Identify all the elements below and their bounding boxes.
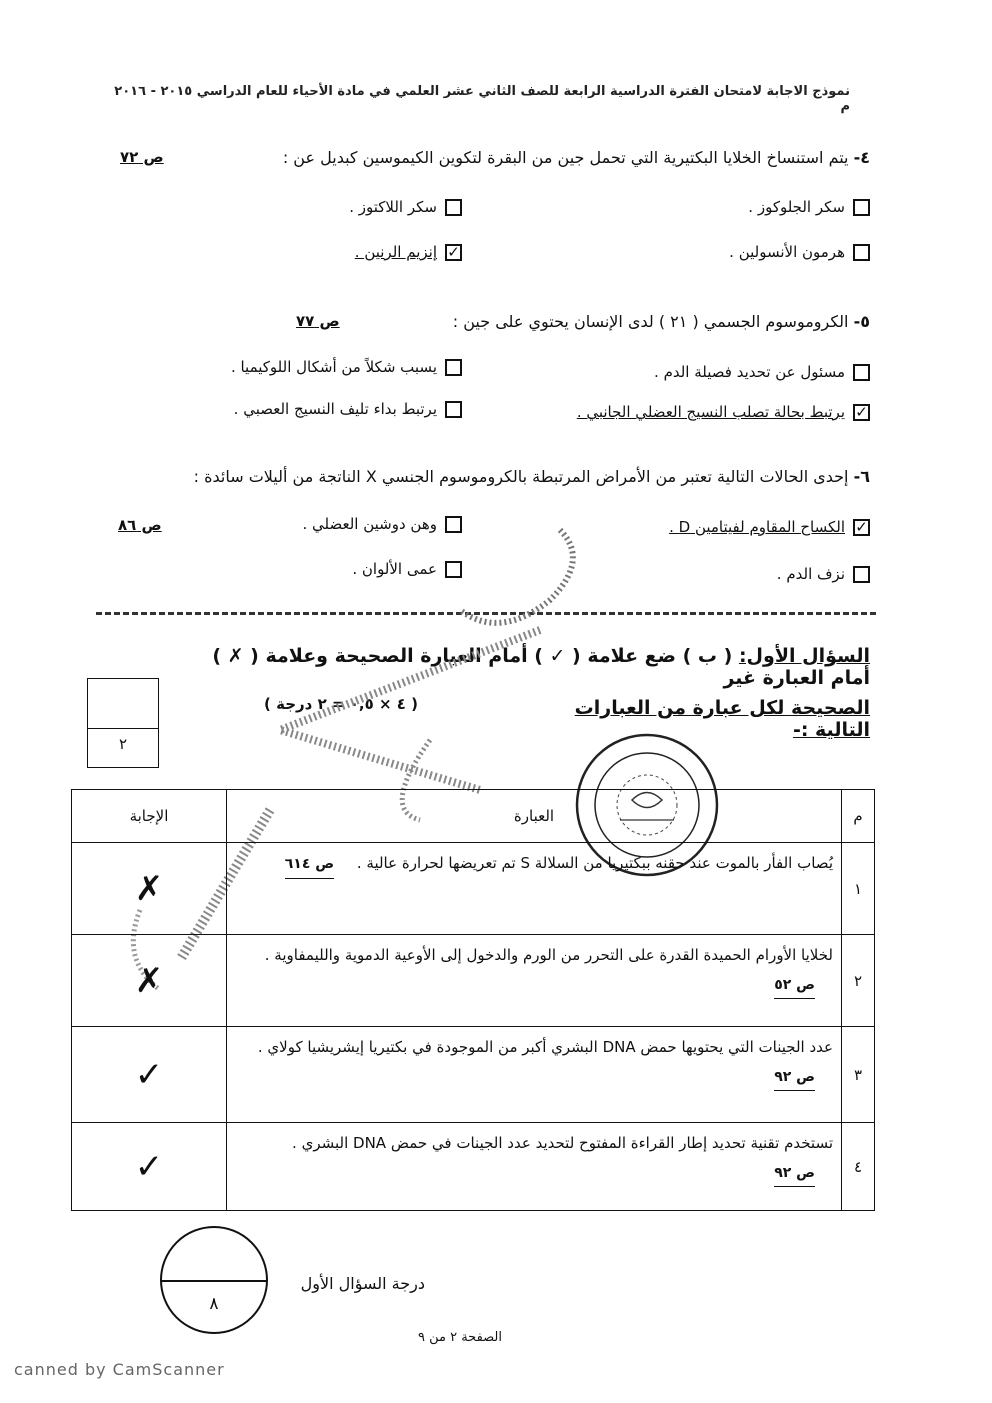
q1-score-circle <box>160 1226 268 1334</box>
question-6-number: ٦- <box>853 467 870 486</box>
table-row: ٤ تستخدم تقنية تحديد إطار القراءة المفتوح لتحديد عدد الجينات في حمض DNA البشري . ص ٩٢ ✓ <box>72 1123 875 1211</box>
q1-score-label: درجة السؤال الأول <box>300 1274 425 1293</box>
header-answer: الإجابة <box>72 790 227 843</box>
q4-option-d[interactable]: ✓ إنزيم الرنين . <box>355 243 462 261</box>
q5-option-c[interactable]: ✓ يرتبط بحالة تصلب النسيج العضلي الجانبي . <box>577 403 870 421</box>
q6-option-c[interactable]: نزف الدم . <box>777 565 870 583</box>
checkbox[interactable] <box>445 359 462 376</box>
question-4-page-ref: ص ٧٢ <box>120 148 164 166</box>
question-4-number: ٤- <box>853 148 870 167</box>
question-5-number: ٥- <box>853 312 870 331</box>
page-ref: ص ٩٢ <box>774 1160 815 1188</box>
table-header-row <box>72 790 875 843</box>
page-footer: الصفحة ٢ من ٩ <box>417 1330 502 1345</box>
header-num: م <box>842 790 875 843</box>
checkbox-checked[interactable]: ✓ <box>445 244 462 261</box>
checkbox-checked[interactable]: ✓ <box>853 519 870 536</box>
question-6-text <box>100 467 870 486</box>
answer-cell[interactable]: ✗ <box>72 843 227 935</box>
page-ref: ص ٥٢ <box>774 972 815 1000</box>
answer-cell[interactable]: ✓ <box>72 1027 227 1123</box>
q1-score-value: ٨ <box>209 1294 219 1314</box>
table-row: ٣ عدد الجينات التي يحتويها حمض DNA البشري أكبر من الموجودة في بكتيريا إيشريشيا كولاي . ص ٩٢ ✓ <box>72 1027 875 1123</box>
q6-option-a[interactable]: ✓ الكساح المقاوم لفيتامين D . <box>669 518 870 536</box>
answer-cell[interactable]: ✗ <box>72 935 227 1027</box>
checkbox[interactable] <box>445 401 462 418</box>
q5-option-b[interactable]: يسبب شكلاً من أشكال اللوكيميا . <box>231 358 462 376</box>
page-header: نموذج الاجابة لامتحان الفترة الدراسية الرابعة للصف الثاني عشر العلمي في مادة الأحياء للعام الدراسي ٢٠١٥ - ٢٠١٦ م <box>114 84 850 114</box>
page-ref: ص ٩٢ <box>774 1064 815 1092</box>
section-b-title-line2: الصحيحة لكل عبارة من العبارات التالية :- <box>574 697 870 741</box>
q6-option-d[interactable]: عمى الألوان . <box>352 560 462 578</box>
q4-option-a[interactable]: سكر الجلوكوز . <box>748 198 870 216</box>
q5-option-a[interactable]: مسئول عن تحديد فصيلة الدم . <box>654 363 870 381</box>
checkbox[interactable] <box>853 566 870 583</box>
question-5-text <box>370 312 870 331</box>
true-false-table <box>71 789 875 1211</box>
question-5-stem: الكروموسوم الجسمي ( ٢١ ) لدى الإنسان يحتوي على جين : <box>452 312 849 331</box>
q4-option-c[interactable]: هرمون الأنسولين . <box>729 243 870 261</box>
checkbox[interactable] <box>853 364 870 381</box>
checkbox[interactable] <box>853 244 870 261</box>
checkbox[interactable] <box>853 199 870 216</box>
question-4-stem: يتم استنساخ الخلايا البكتيرية التي تحمل جين من البقرة لتكوين الكيموسين كبديل عن : <box>282 148 849 167</box>
question-6-page-ref: ص ٨٦ <box>118 516 162 534</box>
scanner-watermark: canned by CamScanner <box>14 1360 225 1379</box>
q6-option-b[interactable]: وهن دوشين العضلي . <box>302 515 462 533</box>
question-5-page-ref: ص ٧٧ <box>296 312 340 330</box>
question-4-text <box>220 148 870 167</box>
checkbox-checked[interactable]: ✓ <box>853 404 870 421</box>
header-statement: العبارة <box>227 790 842 843</box>
question-6-stem: إحدى الحالات التالية تعتبر من الأمراض المرتبطة بالكروموسوم الجنسي X الناتجة من أليلات سائدة : <box>193 467 849 486</box>
q5-option-d[interactable]: يرتبط بداء تليف النسيج العصبي . <box>234 400 462 418</box>
table-row: ٢ لخلايا الأورام الحميدة القدرة على التحرر من الورم والدخول إلى الأوعية الدموية والليمفاوية . ص ٥٢ ✗ <box>72 935 875 1027</box>
checkbox[interactable] <box>445 199 462 216</box>
page-ref: ص ٦١٤ <box>285 851 334 879</box>
q4-option-b[interactable]: سكر اللاكتوز . <box>349 198 462 216</box>
table-row: ١ يُصاب الفأر بالموت عند حقنه ببكتيريا من السلالة S تم تعريضها لحرارة عالية . ص ٦١٤ ✗ <box>72 843 875 935</box>
marks-note: ( ٤ × ٠,٥ = ٢ درجة ) <box>264 695 418 713</box>
answer-cell[interactable]: ✓ <box>72 1123 227 1211</box>
section-b-score: ٢ <box>118 735 128 753</box>
section-b-title: السؤال الأول: ( ب ) ضع علامة ( ✓ ) أمام العبارة الصحيحة وعلامة ( ✗ ) أمام العبارة غير <box>212 645 870 689</box>
